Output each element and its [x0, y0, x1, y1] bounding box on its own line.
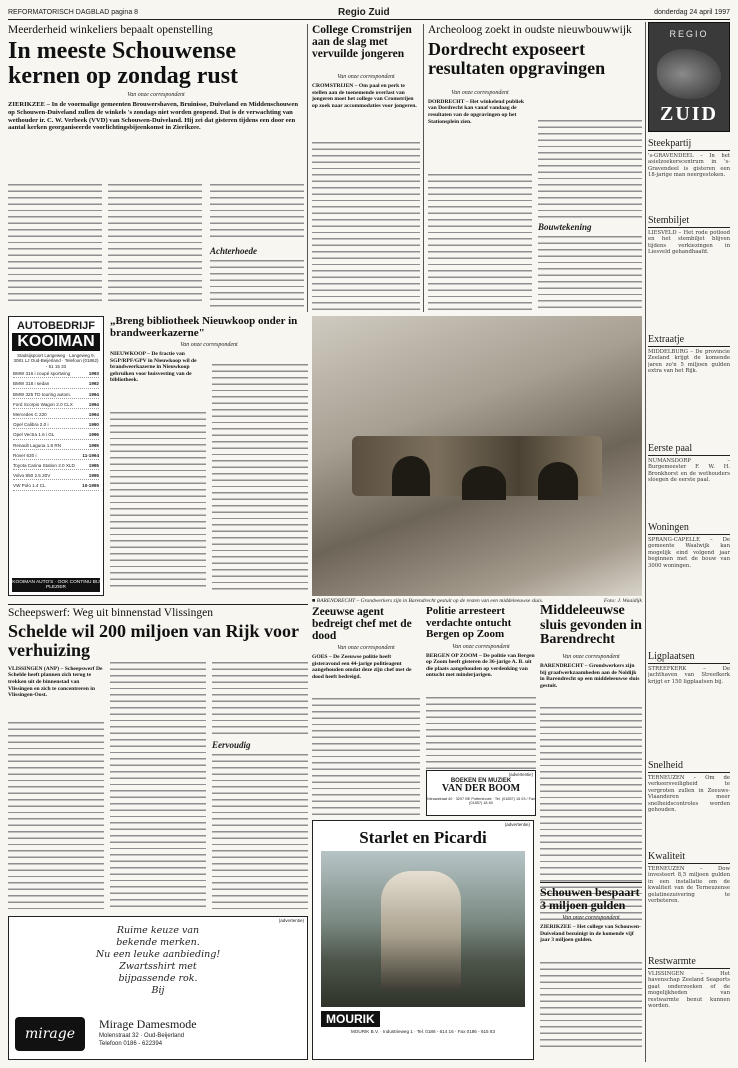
car-listing — [13, 483, 99, 490]
brief-text: TERNEUZEN – Dow investeert 8,5 miljoen gulden in een installatie om de kwaliteit van de Terneuzense gelatinezuivering te verbeteren. — [648, 866, 730, 905]
politie-byline: Van onze correspondent — [452, 643, 510, 650]
car-model: Mercedes C 220 — [13, 412, 47, 418]
mirage-tagline6: Bij — [151, 985, 165, 996]
car-year: 1990 — [88, 422, 99, 428]
schouwen-byline: Van onze correspondent — [562, 915, 620, 922]
politie-story — [426, 606, 536, 795]
mirage-tagline5: bijpassende rok. — [118, 973, 198, 984]
car-model: Ford Scorpio Wagon 2.0 CLX — [13, 401, 73, 407]
car-listing — [13, 381, 99, 388]
car-model: BMW 325 TD touring autom. — [13, 391, 72, 397]
vlissingen-headline: Schelde wil 200 miljoen van Rijk voor verhuizing — [8, 621, 299, 660]
mourik-label: (advertentie) — [504, 822, 530, 827]
car-model: Opel Calibra 2.0 i — [13, 422, 49, 428]
car-year: 1994 — [88, 391, 99, 397]
mourik-brand-row — [321, 1011, 525, 1027]
politie-intro: BERGEN OP ZOOM – De politie van Bergen op Zoom heeft gisteren de 36-jarige A. B. uit die plaats aangehouden op verdenking van ontucht met minderjarigen. — [426, 652, 535, 679]
car-year: 1995 — [88, 442, 99, 448]
bookshop-line1: BOEKEN EN MUZIEK — [450, 778, 512, 784]
mourik-title: Starlet en Picardi — [359, 828, 487, 847]
archeology-byline: Van onze correspondent — [451, 89, 509, 96]
archeology-subhead: Bouwtekening — [538, 222, 592, 232]
schouwen-intro: ZIERIKZEE – Het college van Schouwen-Duiveland bezuinigt in de komende vijf jaar 3 miljoen gulden. — [540, 924, 641, 944]
kooiman-title1: AUTOBEDRIJF — [16, 320, 96, 332]
sluis-byline: Van onze correspondent — [562, 654, 620, 661]
zeeuwse-intro: GOES – De Zeeuwse politie heeft gisteravond een 44-jarige politieagent aangehouden omdat deze zijn chef met de dood heeft bedreigd. — [312, 654, 412, 680]
mirage-ad — [8, 916, 308, 1060]
car-model: Toyota Carina Station 2.0 XLD — [13, 463, 75, 469]
mirage-logo: mirage — [15, 1017, 85, 1051]
library-headline: „Breng bibliotheek Nieuwkoop onder in brandweerkazerne" — [110, 315, 298, 339]
lead-intro: ZIERIKZEE – In de voormalige gemeenten Brouwershaven, Bruinisse, Duiveland en Middenschouwen op Schouwen-Duiveland zullen de winkels 's zondags niet worden geopend. Dat is de verwachting van wethouder ir. C. W. Verbeek (VVD) van Schouwen-Duiveland. Hij zei dat gisteren tijdens een door een aantal kerken georganiseerde voorlichtingsbijeenkomst in Zierikzee. — [8, 101, 299, 132]
car-year: 1993 — [88, 371, 99, 377]
photo-caption: BARENDRECHT – Grondwerkers zijn in Barendrecht gestuit op de resten van een middeleeuwse sluis. — [316, 598, 544, 604]
car-listing — [13, 422, 99, 429]
college-story — [312, 24, 420, 123]
vlissingen-subhead: Eervoudig — [212, 740, 251, 750]
mourik-logo: MOURIK — [321, 1011, 380, 1027]
brief-text: SPRANG-CAPELLE – De gemeente Waalwijk kan mogelijk eind volgend jaar beginnen met de bouw van 3000 woningen. — [648, 537, 730, 569]
brief-text: 's-GRAVENDEEL – In het asielzoekerscentrum in 's-Gravendeel is gisteren een 18-jarige man neergestoken. — [648, 153, 730, 179]
politie-headline: Politie arresteert verdachte ontucht Bergen op Zoom — [426, 605, 512, 641]
college-body — [312, 140, 420, 312]
brief-title: Eerste paal — [648, 443, 730, 456]
archeology-intro: DORDRECHT – Het winkelend publiek van Dordrecht kan vanaf vandaag de resultaten van de opgravingen op het Stationsplein zien. — [428, 98, 524, 125]
brief-text: MIDDELBURG – De provincie Zeeland krijgt de komende jaren zo'n 5 miljoen gulden extra van het Rijk. — [648, 349, 730, 375]
brief-title: Kwaliteit — [648, 851, 730, 864]
vlissingen-kicker: Scheepswerf: Weg uit binnenstad Vlissingen — [8, 607, 213, 619]
car-listing — [13, 432, 99, 439]
zeeuwse-headline: Zeeuwse agent bedreigt chef met de dood — [312, 606, 412, 643]
lead-subhead: Achterhoede — [210, 246, 257, 256]
car-year: 1994 — [88, 412, 99, 418]
mirage-phone: Telefoon 0186 - 622394 — [99, 1041, 163, 1047]
lead-headline: In meeste Schouwense kernen op zondag rust — [8, 38, 239, 90]
zeeuwse-byline: Van onze correspondent — [337, 645, 395, 652]
schouwen-story — [540, 882, 642, 1050]
brief-text: VLISSINGEN – Het havenschap Zeeland Seaports gaat onderzoeken of de mogelijkheden van restwarmte benut kunnen worden. — [648, 971, 730, 1010]
lead-kicker: Meerderheid winkeliers bepaalt openstelling — [8, 24, 213, 36]
brief-title: Woningen — [648, 522, 730, 535]
bookshop-address: Nieuwstraat 40 · 3297 BE Puttershoek · Tel. (01857) 16 03 / Fax (01857) 18 60 — [427, 796, 535, 805]
car-listing — [13, 402, 99, 409]
brief-text: LIESVELD – Het rode potlood en het stembiljet blijven tijdens verkiezingen in Liesveld gehandhaafd. — [648, 230, 730, 256]
car-listing — [13, 473, 99, 480]
college-byline: Van onze correspondent — [337, 74, 395, 81]
mirage-address: Molenstraat 32 · Oud-Beijerland — [99, 1033, 185, 1039]
brief-title: Stembiljet — [648, 215, 730, 228]
archeology-story — [428, 24, 642, 133]
section-title: Regio Zuid — [338, 7, 390, 18]
car-year: 11-1994 — [82, 452, 99, 458]
car-year: 1992 — [88, 381, 99, 387]
paper-name: REFORMATORISCH DAGBLAD pagina 8 — [8, 9, 139, 16]
lead-body-col3b — [210, 258, 304, 308]
lead-body-col3a — [210, 182, 304, 242]
brief-title: Ligplaatsen — [648, 651, 730, 664]
car-year: 1995 — [88, 463, 99, 469]
car-model: BMW 318 i sedan — [13, 381, 50, 387]
archeology-headline: Dordrecht exposeert resultaten opgravingen — [428, 39, 606, 78]
vlissingen-body-col3b — [212, 752, 308, 910]
car-year: 10-1995 — [82, 483, 99, 489]
college-headline: College Cromstrijen aan de slag met vervuilde jongeren — [312, 24, 412, 61]
archeology-kicker: Archeoloog zoekt in oudste nieuwbouwwijk — [428, 24, 632, 36]
excavation-photo — [312, 316, 642, 596]
mourik-photo — [321, 851, 525, 1007]
car-listing — [13, 453, 99, 460]
lead-byline: Van onze correspondent — [127, 92, 185, 99]
photo-credit: Foto: J. Waaidijk — [603, 598, 642, 604]
archeology-body-col2b — [538, 234, 642, 312]
archeology-body-col1 — [428, 172, 532, 312]
bookshop-line2: VAN DER BOOM — [441, 783, 521, 794]
car-listing — [13, 412, 99, 419]
sidebar-briefs — [648, 138, 730, 1043]
car-model: Renault Laguna 1.8 RN — [13, 442, 62, 448]
kooiman-title2: KOOIMAN — [12, 333, 100, 351]
car-listing — [13, 392, 99, 399]
brief-text: STREEFKERK – De jachthaven van Streefkerk krijgt er 150 ligplaatsen bij. — [648, 666, 730, 685]
lead-body-col1 — [8, 182, 102, 302]
vlissingen-body-col1 — [8, 720, 104, 910]
car-year: 1995 — [88, 473, 99, 479]
zeeuwse-agent-story — [312, 606, 420, 816]
car-listing — [13, 443, 99, 450]
brief-text: NUMANSDORP – Burgemeester F. W. H. Bronkhorst en de wethouders sloegen de eerste paal. — [648, 458, 730, 484]
car-year: 1996 — [88, 432, 99, 438]
page-header — [8, 6, 730, 20]
zeeuwse-body — [312, 696, 420, 816]
car-listing — [13, 463, 99, 470]
lead-body-col2 — [108, 182, 202, 302]
issue-date: donderdag 24 april 1997 — [654, 9, 730, 16]
bookshop-label: (advertentie) — [508, 772, 533, 777]
photo-caption-row: ■ BARENDRECHT – Grondwerkers zijn in Barendrecht gestuit op de resten van een middeleeuwse sluis. Foto: J. Waaidijk — [312, 598, 642, 604]
brief-title: Extraatje — [648, 334, 730, 347]
kooiman-ad — [8, 316, 104, 596]
mirage-label: (advertentie) — [278, 918, 304, 923]
schouwen-headline: Schouwen bespaart 3 miljoen gulden — [540, 885, 640, 912]
car-model: BMW 316 i coupé sportwing — [13, 371, 71, 377]
bookshop-ad — [426, 770, 536, 816]
sluis-intro: BARENDRECHT – Grondwerkers zijn bij graafwerkzaamheden aan de Noldijk in Barendrecht op een middeleeuwse sluis gestuit. — [540, 663, 640, 689]
mirage-tagline4: Zwartsshirt met — [119, 961, 197, 972]
car-listing — [13, 371, 99, 378]
mirage-tagline2: bekende merken. — [116, 937, 200, 948]
college-intro: CROMSTRIJEN – Om paal en perk te stellen aan de toenemende overlast van jongeren moet het college van Cromstrijen op zoek naar accommodaties voor jongeren. — [312, 83, 417, 109]
car-model: Rover 620 i — [13, 452, 37, 458]
car-model: Volvo 850 2.5 20V — [13, 473, 51, 479]
brief-title: Snelheid — [648, 760, 730, 773]
mourik-footer: MOURIK B.V. · Industrieweg 1 · Tel. 0186 - 614 16 · Fax 0186 - 615 83 — [350, 1028, 495, 1034]
mourik-ad — [312, 820, 534, 1060]
vlissingen-body-col3a — [212, 660, 308, 738]
car-year: 1994 — [88, 401, 99, 407]
sluis-headline: Middeleeuwse sluis gevonden in Barendrecht — [540, 603, 642, 648]
vlissingen-intro: VLISSINGEN (ANP) – Scheepswerf De Schelde heeft plannen zich terug te trekken uit de binnenstad van Vlissingen en zich te concentreren in Vlissingen-Oost. — [8, 665, 103, 699]
regio-logo-line1: REGIO — [669, 29, 709, 39]
sluis-story — [540, 604, 642, 925]
kooiman-address: Stadsijspoort Langeweg · Langeweg 9, 3081 LJ Oud-Beijerland · Telefoon (01862) - 51 15 33 — [13, 353, 99, 369]
regio-zuid-logo — [648, 22, 730, 132]
lead-story — [8, 24, 304, 147]
library-byline: Van onze correspondent — [180, 342, 238, 349]
library-body-col1 — [110, 410, 206, 590]
library-intro: NIEUWKOOP – De fractie van SGP/RPF/GPV in Nieuwkoop wil de brandweerkazerne in Nieuwkoop gebruiken voor huisvesting van de bibliotheek. — [110, 351, 197, 384]
mirage-tagline3: Nu een leuke aanbieding! — [95, 949, 221, 960]
library-body-col2 — [212, 362, 308, 590]
brief-title: Steekpartij — [648, 138, 730, 151]
car-model: VW Polo 1.4 CL — [13, 483, 46, 489]
mirage-tagline1: Ruime keuze van — [116, 925, 200, 936]
archeology-body-col2a — [538, 118, 642, 218]
brief-title: Restwarmte — [648, 956, 730, 969]
kooiman-footer: KOOIMAN AUTO'S · OOK CONTINU BIJ PLEZIER — [12, 580, 100, 590]
kooiman-car-list — [13, 371, 99, 490]
vlissingen-body-col2 — [110, 660, 206, 910]
regio-logo-line2: ZUID — [659, 103, 718, 125]
brief-text: TERNEUZEN – Om de verkeersveiligheid te vergroten zullen in Zeeuws-Vlaanderen meer snelheidscontroles worden gehouden. — [648, 775, 730, 814]
map-graphic — [657, 49, 721, 99]
mirage-shop-name: Mirage Damesmode — [99, 1017, 197, 1031]
car-model: Opel Vectra 1.6 i GL — [13, 432, 55, 438]
schouwen-body — [540, 960, 642, 1050]
